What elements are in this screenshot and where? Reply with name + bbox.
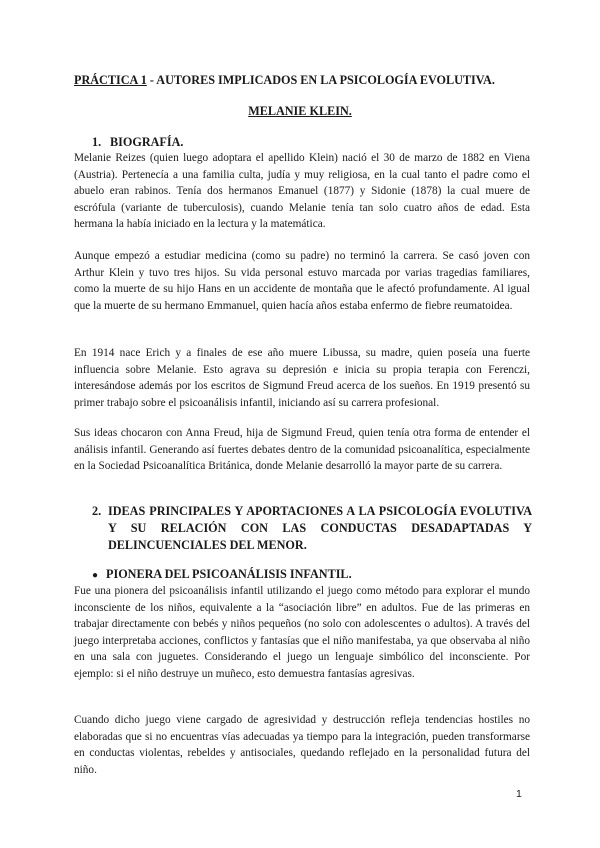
bullet-icon: ● [92, 570, 99, 581]
paragraph: En 1914 nace Erich y a finales de ese año muere Libussa, su madre, quien poseía una fuerte influencia sobre Melanie. Esto agrava su depresión e inicia su propia terapia con Ferenczi, interesándose además por los escritos de Sigmund Freud acerca de los sueños. En 1919 presentó su primer trabajo sobre el psicoanálisis infantil, iniciando así su carrera profesional. [74, 347, 530, 409]
paragraph: Aunque empezó a estudiar medicina (como su padre) no terminó la carrera. Se casó joven con Arthur Klein y tuvo tres hijos. Su vida personal estuvo marcada por varias tragedias familiares, como la muerte de su hijo Hans en un accidente de montaña que le afectó profundamente. Al igual que la muerte de su hermano Emmanuel, quien hacía años estaba enfermo de fiebre reumatoidea. [74, 250, 530, 312]
section-number: 2. [92, 504, 102, 518]
section-heading-text: IDEAS PRINCIPALES Y APORTACIONES A LA PSICOLOGÍA EVOLUTIVA Y SU RELACIÓN CON LAS CONDUCTAS DESADAPTADAS Y DELINCUENCIALES DEL MENOR. [108, 504, 532, 552]
document-subtitle: MELANIE KLEIN. [248, 104, 352, 118]
paragraph: Sus ideas chocaron con Anna Freud, hija de Sigmund Freud, quien tenía otra forma de entender el análisis infantil. Generando así fuertes debates dentro de la comunidad psicoanalítica, especialmente en la Sociedad Psicoanalítica Británica, donde Melanie desarrolló la mayor parte de su carrera. [74, 427, 530, 473]
subsection-heading-text: PIONERA DEL PSICOANÁLISIS INFANTIL. [106, 567, 352, 581]
section-heading-biografia [74, 134, 534, 151]
section-heading-text: BIOGRAFÍA. [110, 135, 184, 149]
section-number: 1. [92, 135, 102, 149]
title-prefix: PRÁCTICA 1 [74, 73, 147, 87]
title-suffix: - AUTORES IMPLICADOS EN LA PSICOLOGÍA EVOLUTIVA. [146, 73, 495, 87]
paragraph: Melanie Reizes (quien luego adoptara el apellido Klein) nació el 30 de marzo de 1882 en Viena (Austria). Pertenecía a una familia culta, judía y muy religiosa, en la cual tanto el padre como el abuelo eran rabinos. Tenía dos hermanos Emanuel (1877) y Sidonie (1878) la cual muere de escrófula (variante de tuberculosis), cuando Melanie tenía tan solo cuatro años de edad. Esta hermana la había iniciado en la lectura y la matemática. [74, 152, 530, 231]
subsection-heading [74, 566, 534, 585]
paragraph: Cuando dicho juego viene cargado de agresividad y destrucción refleja tendencias hostiles no elaboradas que si no encuentras vías adecuadas ya tiempo para la integración, pueden transformarse en conductas violentas, rebeldes y antisociales, quedando reflejado en la personalidad futura del niño. [74, 714, 530, 776]
paragraph: Fue una pionera del psicoanálisis infantil utilizando el juego como método para explorar el mundo inconsciente de los niños, equivalente a la “asociación libre” en adultos. Fue de las primeras en trabajar directamente con bebés y niños pequeños (no solo con adolescentes o adultos). A través del juego interpretaba acciones, conflictos y fantasías que el niño manifestaba, ya que observaba al niño en una sala con juguetes. Considerando el juego un lenguaje simbólico del inconsciente. Por ejemplo: si el niño destruye un muñeco, esto demuestra fantasías agresivas. [74, 585, 530, 680]
document-title [74, 72, 534, 89]
page-number: 1 [516, 788, 522, 800]
